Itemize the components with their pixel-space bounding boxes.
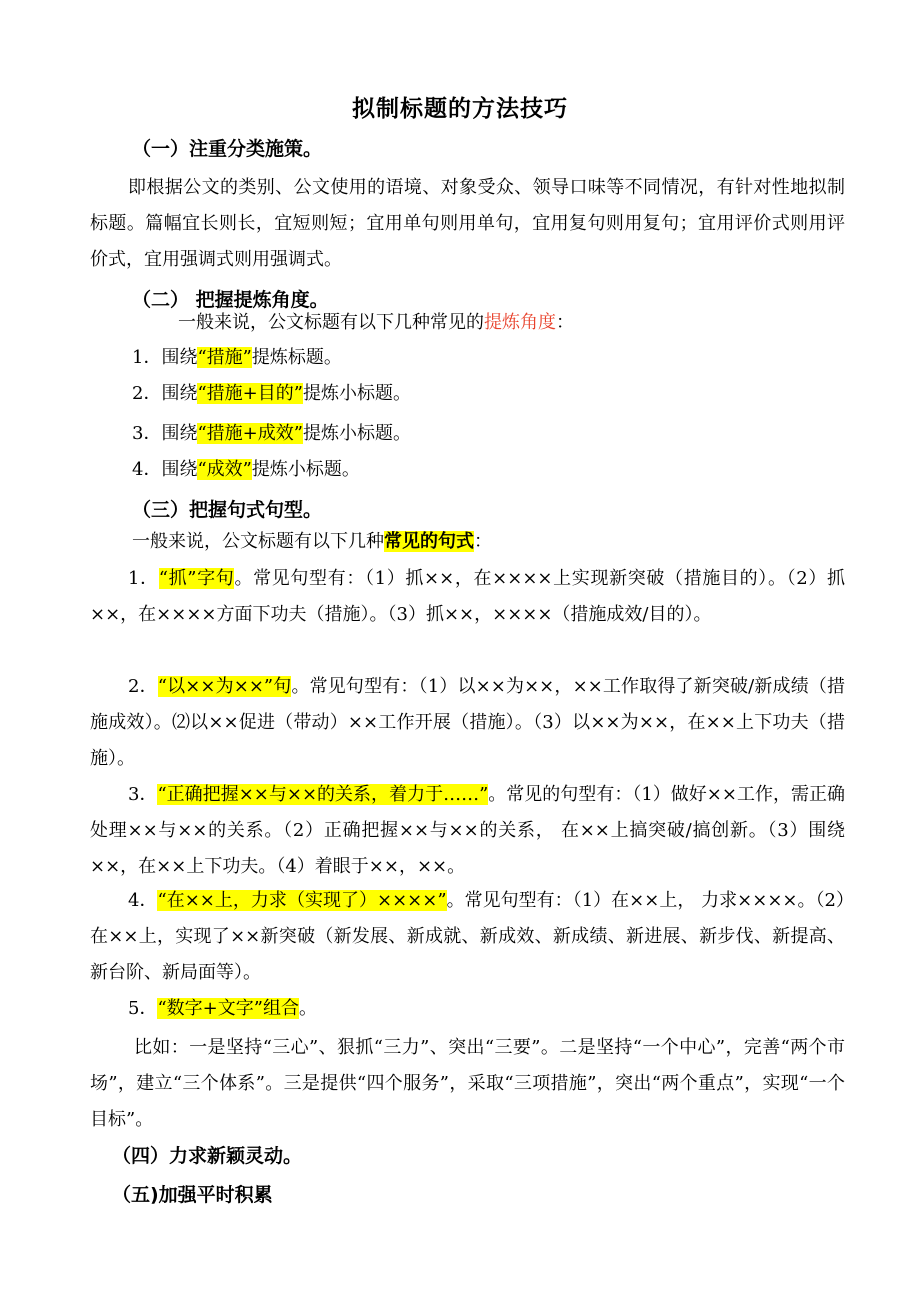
pattern-paragraph [90,777,845,885]
item-number: 1．围绕 [132,347,198,368]
item-highlight: “成效” [197,459,252,480]
item-text: 提炼标题。 [251,347,342,368]
intro-highlight: 常见的句式 [384,531,474,552]
intro-colon: ： [474,531,492,552]
item-text: 提炼小标题。 [251,459,360,480]
section-4-heading: （四）力求新颖灵动。 [112,1145,303,1167]
item-text: 。常见句型有：（1）以××为××，××工作取得了新突破/新成绩（措施成效）。⑵以××促进（带动）××工作开展（措施）。（3）以××为××，在××上下功夫（措施）。 [90,676,846,769]
item-text: 提炼小标题。 [302,383,411,404]
section-3-intro [132,524,492,560]
pattern-paragraph [90,561,845,633]
section-3-heading: （三）把握句式句型。 [132,499,323,521]
item-text: 提炼小标题。 [302,423,411,444]
section-5-heading: （五)加强平时积累 [112,1184,273,1206]
pattern-paragraph [90,669,845,777]
item-text: 。常见的句型有：（1）做好××工作，需正确处理××与××的关系。（2）正确把握××与××的关系， 在××上搞突破/搞创新。（3）围绕××，在××上下功夫。（4）着眼于××，××。 [90,784,845,877]
item-number: 1． [128,568,159,589]
item-highlight: “措施+目的” [197,383,303,404]
item-number: 4． [128,890,158,911]
item-highlight: “数字+文字”组合 [157,998,299,1019]
item-highlight: “措施” [197,347,252,368]
list-item [132,340,342,376]
section-1-paragraph: 即根据公文的类别、公文使用的语境、对象受众、领导口味等不同情况，有针对性地拟制标题。篇幅宜长则长，宜短则短；宜用单句则用单句，宜用复句则用复句；宜用评价式则用评价式，宜用强调式则用强调式。 [90,177,845,270]
section-1-heading: （一）注重分类施策。 [132,138,323,160]
intro-text: 一般来说，公文标题有以下几种 [132,531,384,552]
item-number: 3． [128,784,158,805]
intro-text: 一般来说，公文标题有以下几种常见的 [178,312,484,333]
pattern-paragraph [90,991,845,1027]
item-number: 2． [128,676,158,697]
item-number: 4．围绕 [132,459,198,480]
list-item [132,416,411,452]
item-text: 。常见句型有：（1）在××上， 力求××××。（2）在××上，实现了××新突破（新发展、新成就、新成效、新成绩、新进展、新步伐、新提高、新台阶、新局面等）。 [90,890,845,983]
item-highlight: “措施+成效” [197,423,303,444]
item-text: 。常见句型有：（1）抓××，在××××上实现新突破（措施目的）。（2）抓××，在××××方面下功夫（措施）。（3）抓××，××××（措施成效/目的）。 [90,568,846,625]
example-paragraph: 比如：一是坚持“三心”、狠抓“三力”、突出“三要”。二是坚持“一个中心”，完善“两个市场”，建立“三个体系”。三是提供“四个服务”，采取“三项措施”，突出“两个重点”，实现“一个目标”。 [90,1037,845,1130]
list-item [132,376,411,412]
section-2-heading: （二） 把握提炼角度。 [132,289,329,311]
intro-red-text: 提炼角度 [484,312,556,333]
pattern-paragraph [90,883,845,991]
page-title: 拟制标题的方法技巧 [352,96,568,122]
item-number: 3．围绕 [132,423,198,444]
item-highlight: “在××上，力求（实现了）××××” [157,890,447,911]
item-highlight: “抓”字句 [158,568,235,589]
item-number: 5． [128,998,158,1019]
item-number: 2．围绕 [132,383,198,404]
intro-colon: ： [556,312,574,333]
item-highlight: “以××为××”句 [157,676,292,697]
item-text: 。 [298,998,317,1019]
list-item [132,452,360,488]
item-highlight: “正确把握××与××的关系，着力于……” [157,784,489,805]
section-2-intro [178,305,574,341]
